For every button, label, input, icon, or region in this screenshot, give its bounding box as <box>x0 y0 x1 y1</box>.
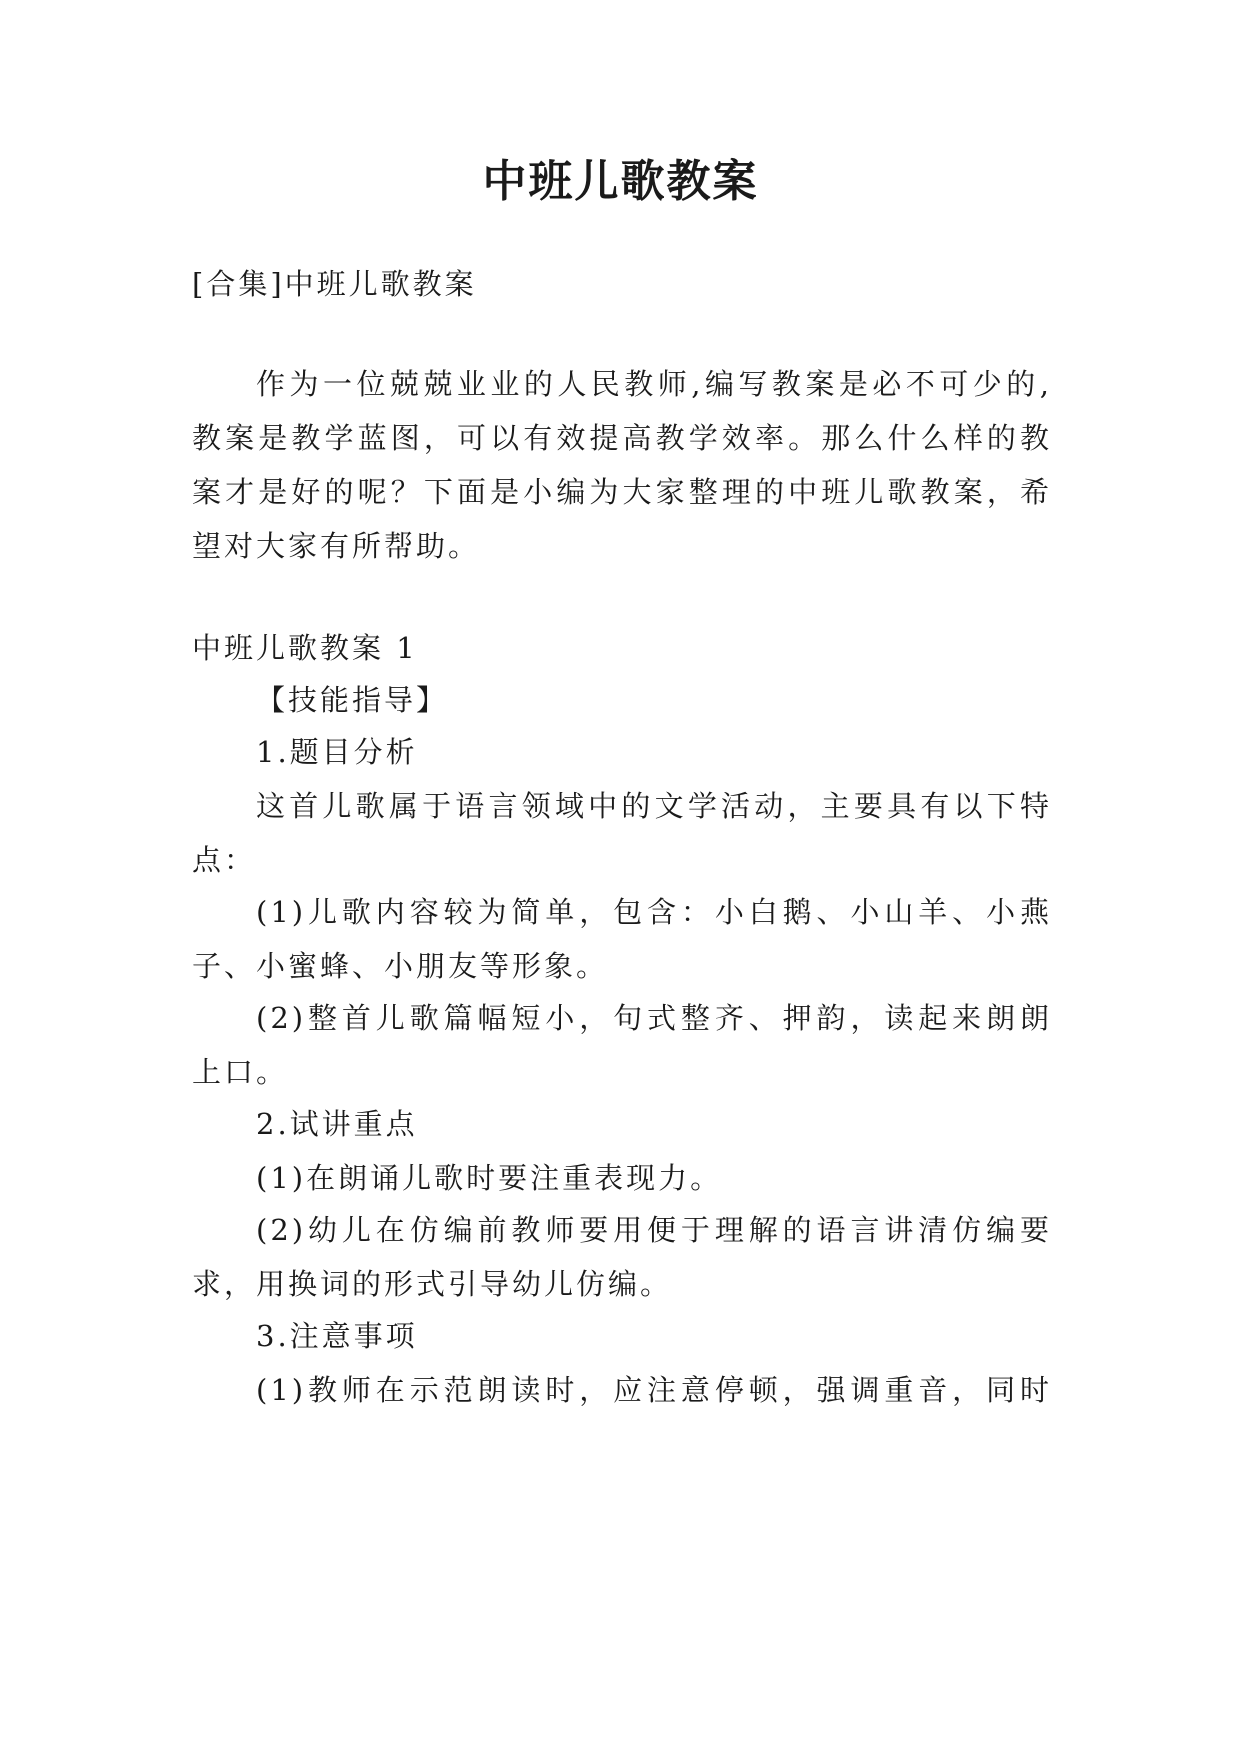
body-line: 2.试讲重点 <box>256 1107 418 1141</box>
section-title: 中班儿歌教案 1 <box>192 631 418 665</box>
document-title: 中班儿歌教案 <box>482 156 759 207</box>
intro-line-4: 望对大家有所帮助。 <box>192 529 481 563</box>
body-line: 求，用换词的形式引导幼儿仿编。 <box>192 1267 673 1301</box>
intro-line-1: 作为一位兢兢业业的人民教师,编写教案是必不可少的, <box>256 367 1052 401</box>
document-subtitle: [合集]中班儿歌教案 <box>192 267 477 301</box>
body-line: 上口。 <box>192 1055 289 1089</box>
body-line: (1)教师在示范朗读时，应注意停顿，强调重音，同时 <box>256 1373 1052 1407</box>
intro-line-2: 教案是教学蓝图，可以有效提高教学效率。那么什么样的教 <box>192 421 1052 455</box>
body-line: (2)幼儿在仿编前教师要用便于理解的语言讲清仿编要 <box>256 1213 1052 1247</box>
body-line: 【技能指导】 <box>256 683 449 717</box>
body-line: (1)在朗诵儿歌时要注重表现力。 <box>256 1161 723 1195</box>
body-line: (1)儿歌内容较为简单，包含：小白鹅、小山羊、小燕 <box>256 895 1052 929</box>
body-line: (2)整首儿歌篇幅短小，句式整齐、押韵，读起来朗朗 <box>256 1001 1052 1035</box>
body-line: 3.注意事项 <box>256 1319 418 1353</box>
body-line: 这首儿歌属于语言领域中的文学活动，主要具有以下特 <box>256 789 1052 823</box>
body-line: 子、小蜜蜂、小朋友等形象。 <box>192 949 609 983</box>
intro-line-3: 案才是好的呢？下面是小编为大家整理的中班儿歌教案，希 <box>192 475 1052 509</box>
body-line: 点： <box>192 843 257 877</box>
body-line: 1.题目分析 <box>256 735 418 769</box>
